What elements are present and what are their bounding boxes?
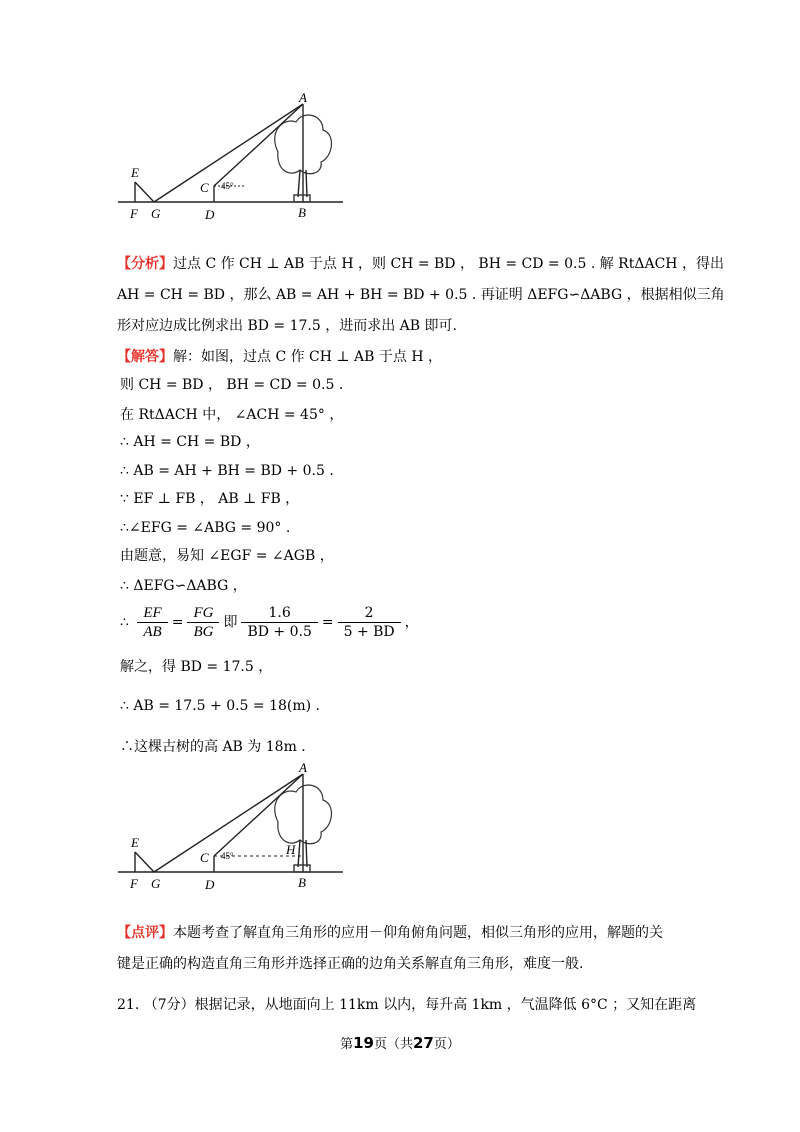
solution-line-8: 由题意，易知 ∠EGF = ∠AGB ， <box>120 548 334 564</box>
question-21: 21. （7分）根据记录，从地面向上 11km 以内，每升高 1km ，气温降低 6°C ；又知在距离 <box>117 997 697 1013</box>
analysis-line-1 <box>117 254 724 274</box>
therefore-symbol: ∴ <box>120 614 129 631</box>
label-F: F <box>130 876 138 891</box>
solution-text-1: 解：如图，过点 C 作 CH ⊥ AB 于点 H ， <box>173 349 443 365</box>
fraction-ef-ab: $\frac{EF}{AB}$ <box>137 604 167 641</box>
solution-line-7: ∴∠EFG = ∠ABG = 90° . <box>120 520 291 536</box>
footer-mid: 页（共 <box>373 1037 413 1052</box>
label-D: D <box>205 207 215 222</box>
label-B: B <box>298 205 306 220</box>
analysis-line-3: 形对应边成比例求出 BD = 17.5 ，进而求出 AB 即可. <box>117 318 457 334</box>
comma: ， <box>404 614 419 631</box>
label-G: G <box>151 876 161 891</box>
page-footer <box>0 1033 800 1052</box>
figure-tree-2 <box>118 762 348 892</box>
fraction-fg-bg: $\frac{FG}{BG}$ <box>187 604 219 641</box>
label-E: E <box>131 835 139 850</box>
footer-pre: 第 <box>340 1037 354 1052</box>
comment-line-1 <box>117 923 663 943</box>
equals-1: = <box>171 614 184 631</box>
label-H: H <box>286 842 296 857</box>
footer-post: 页） <box>433 1037 460 1052</box>
solution-fraction-line <box>120 604 419 641</box>
ji-text: 即 <box>223 614 238 631</box>
solution-tag: 【解答】 <box>117 349 173 365</box>
label-F: F <box>130 206 138 221</box>
total-pages: 27 <box>413 1034 434 1052</box>
label-angle: 45° <box>221 851 234 861</box>
solution-line-12: ∴这棵古树的高 AB 为 18m . <box>120 739 306 755</box>
label-A: A <box>299 762 307 775</box>
solution-line-1 <box>117 347 442 367</box>
comment-line-2: 键是正确的构造直角三角形并选择正确的边角关系解直角三角形，难度一般. <box>117 956 584 972</box>
analysis-line-2: AH = CH = BD ，那么 AB = AH + BH = BD + 0.5 . 再证明 ΔEFG∽ΔABG ，根据相似三角 <box>117 287 725 303</box>
fraction-16: $\frac{1.6}{BD + 0.5}$ <box>241 604 317 641</box>
solution-line-10: 解之，得 BD = 17.5 ， <box>120 659 273 675</box>
label-angle: 45° <box>221 181 234 191</box>
label-E: E <box>131 165 139 180</box>
analysis-text-1: 过点 C 作 CH ⊥ AB 于点 H ，则 CH = BD ， BH = CD = 0.5 . 解 RtΔACH ，得出 <box>173 256 724 272</box>
solution-line-2: 则 CH = BD ， BH = CD = 0.5 . <box>120 377 344 393</box>
comment-text-1: 本题考查了解直角三角形的应用－仰角俯角问题，相似三角形的应用，解题的关 <box>173 925 663 941</box>
label-A: A <box>299 92 307 105</box>
solution-line-3: 在 RtΔACH 中， ∠ACH = 45° ， <box>120 407 344 423</box>
comment-tag: 【点评】 <box>117 925 173 941</box>
label-C: C <box>200 850 209 865</box>
solution-line-5: ∴ AB = AH + BH = BD + 0.5 . <box>120 463 334 479</box>
label-B: B <box>298 875 306 890</box>
analysis-tag: 【分析】 <box>117 256 173 272</box>
solution-line-6: ∵ EF ⊥ FB ， AB ⊥ FB ， <box>120 491 300 507</box>
label-D: D <box>205 877 215 892</box>
figure-tree-1 <box>118 92 348 222</box>
label-C: C <box>200 180 209 195</box>
solution-line-9: ∴ ΔEFG∽ΔABG ， <box>120 578 247 594</box>
solution-line-11: ∴ AB = 17.5 + 0.5 = 18(m) . <box>120 698 320 714</box>
label-G: G <box>151 206 161 221</box>
fraction-2: $\frac{2}{5 + BD}$ <box>338 604 401 641</box>
solution-line-4: ∴ AH = CH = BD ， <box>120 434 260 450</box>
equals-2: = <box>321 614 334 631</box>
page-number: 19 <box>353 1034 374 1052</box>
